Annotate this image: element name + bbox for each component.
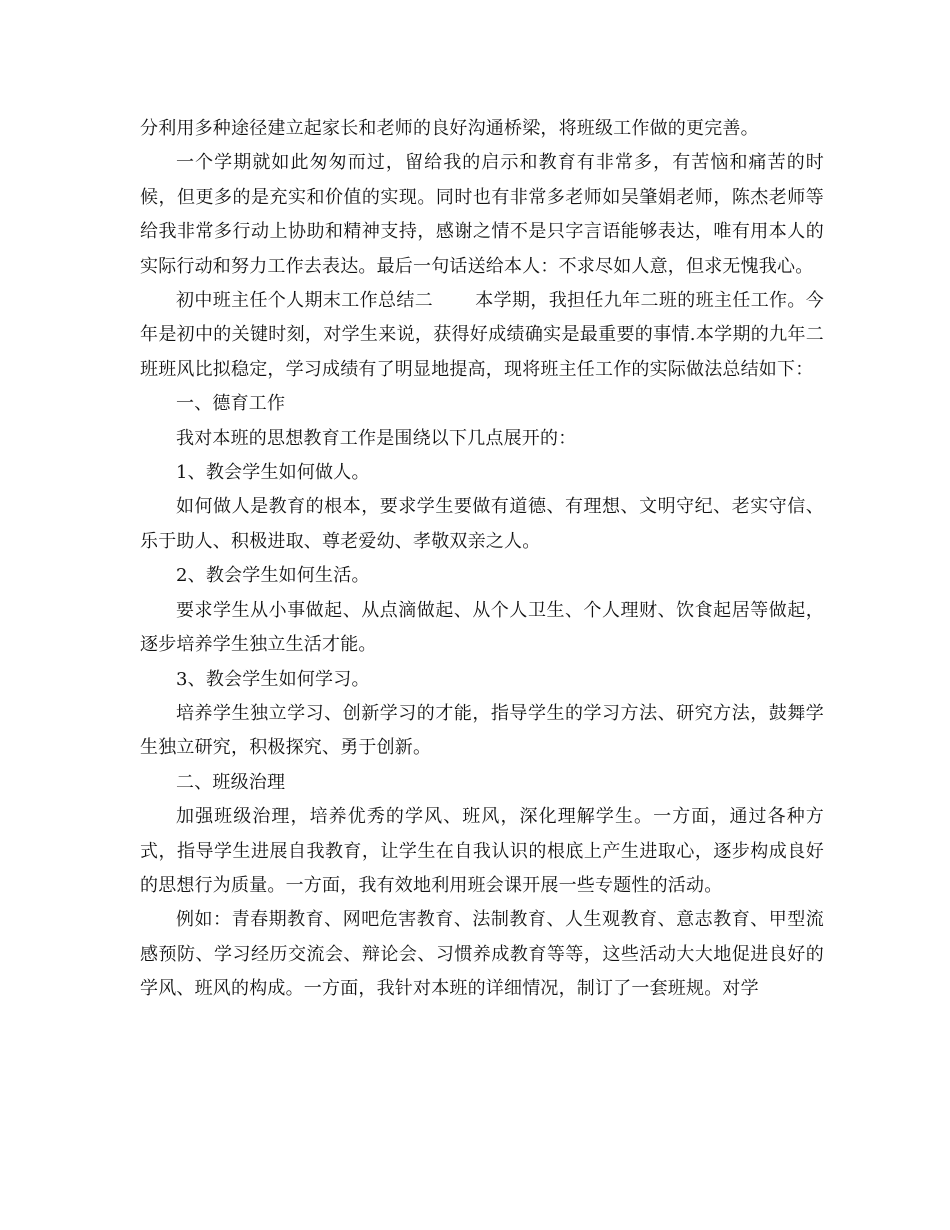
- paragraph-how-to-learn: 培养学生独立学习、创新学习的才能，指导学生的学习方法、研究方法，鼓舞学生独立研究，积极探究、勇于创新。: [140, 702, 824, 759]
- paragraph-semester-reflection: 一个学期就如此匆匆而过，留给我的启示和教育有非常多，有苦恼和痛苦的时候，但更多的是充实和价值的实现。同时也有非常多老师如吴肇娟老师，陈杰老师等给我非常多行动上协助和精神支持，感谢之情不是只字言语能够表达，唯有用本人的实际行动和努力工作去表达。最后一句话送给本人：不求尽如人意，但求无愧我心。: [140, 152, 824, 277]
- section-heading-summary-two: 初中班主任个人期末工作总结二: [176, 290, 434, 312]
- paragraph-activities-example: 例如：青春期教育、网吧危害教育、法制教育、人生观教育、意志教育、甲型流感预防、学习经历交流会、辩论会、习惯养成教育等等，这些活动大大地促进良好的学风、班风的构成。一方面，我针对本班的详细情况，制订了一套班规。对学: [140, 909, 824, 1000]
- paragraph-summary-two: [140, 284, 824, 387]
- paragraph-how-to-live: 要求学生从小事做起、从点滴做起、从个人卫生、个人理财、饮食起居等做起，逐步培养学生独立生活才能。: [140, 599, 824, 656]
- summary-two-body: 本学期，我担任九年二班的班主任工作。今年是初中的关键时刻，对学生来说，获得好成绩确实是最重要的事情.本学期的九年二班班风比拟稳定，学习成绩有了明显地提高，现将班主任工作的实际做法总结如下：: [140, 290, 824, 380]
- heading-class-management: 二、班级治理: [176, 771, 286, 793]
- list-item-how-to-behave: 1、教会学生如何做人。: [176, 462, 370, 484]
- list-item-how-to-live: 2、教会学生如何生活。: [176, 565, 370, 587]
- paragraph-continuation: 分利用多种途径建立起家长和老师的良好沟通桥梁，将班级工作做的更完善。: [140, 118, 759, 139]
- list-item-how-to-learn: 3、教会学生如何学习。: [176, 668, 370, 690]
- paragraph-class-management: 加强班级治理，培养优秀的学风、班风，深化理解学生。一方面，通过各种方式，指导学生进展自我教育，让学生在自我认识的根底上产生进取心，逐步构成良好的思想行为质量。一方面，我有效地利用班会课开展一些专题性的活动。: [140, 806, 824, 896]
- heading-moral-education: 一、德育工作: [176, 393, 286, 415]
- paragraph-how-to-behave: 如何做人是教育的根本，要求学生要做有道德、有理想、文明守纪、老实守信、乐于助人、积极进取、尊老爱幼、孝敬双亲之人。: [140, 496, 824, 552]
- paragraph-moral-intro: 我对本班的思想教育工作是围绕以下几点展开的：: [176, 427, 577, 449]
- document-page: [140, 112, 824, 1007]
